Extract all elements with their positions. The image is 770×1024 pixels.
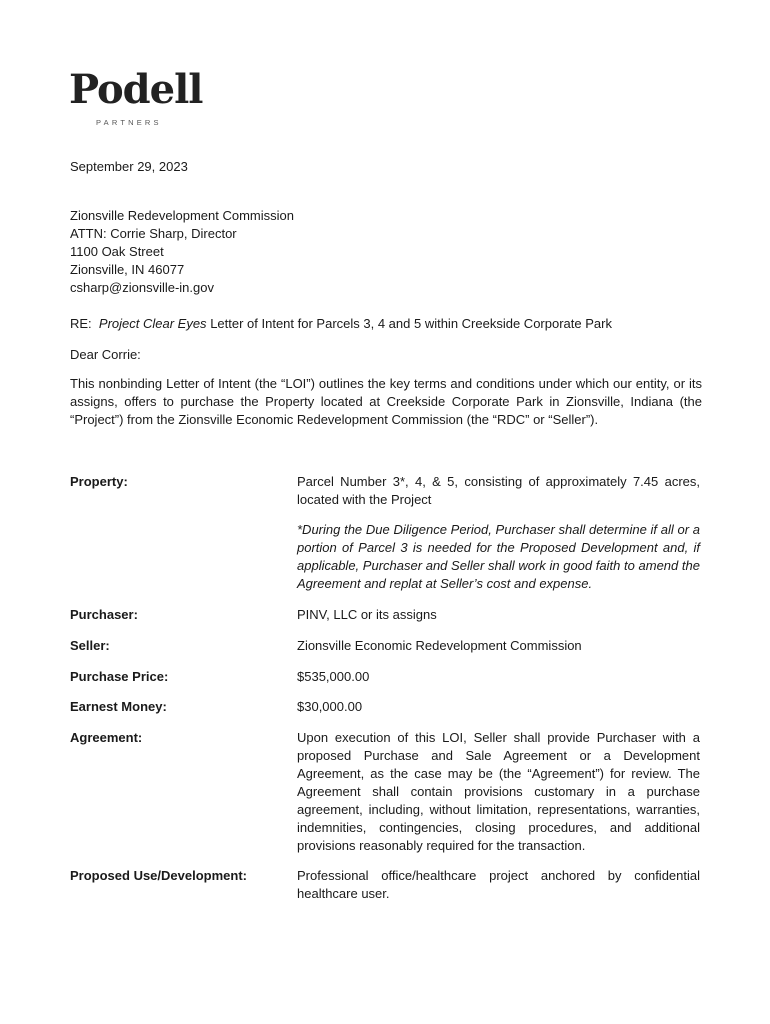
recipient-attn: ATTN: Corrie Sharp, Director (70, 226, 237, 241)
term-label: Purchaser: (70, 607, 138, 622)
company-logo (69, 66, 203, 132)
re-project-name: Project Clear Eyes (98, 316, 207, 331)
term-value (297, 473, 700, 593)
term-value: PINV, LLC or its assigns (297, 607, 437, 622)
re-prefix: RE: (70, 316, 92, 331)
term-footnote: *During the Due Diligence Period, Purchaser shall determine if all or a portion of Parcel 3 is needed for the Proposed Development and, if applicable, Purchaser and Seller shall work in good faith to amend the Agreement and replat at Seller’s cost and expense. (297, 522, 700, 591)
term-value-text: Parcel Number 3*, 4, & 5, consisting of approximately 7.45 acres, located with the Project (297, 474, 700, 507)
term-value: $535,000.00 (297, 669, 370, 684)
salutation: Dear Corrie: (70, 347, 141, 362)
recipient-address (70, 207, 702, 297)
recipient-street: 1100 Oak Street (70, 244, 164, 259)
logo-wordmark: Podell (69, 66, 203, 113)
term-value: Zionsville Economic Redevelopment Commission (297, 638, 582, 653)
term-label: Agreement: (70, 730, 143, 745)
letter-date: September 29, 2023 (70, 159, 188, 174)
recipient-org: Zionsville Redevelopment Commission (70, 208, 294, 223)
re-subject: Letter of Intent for Parcels 3, 4 and 5 within Creekside Corporate Park (210, 316, 612, 331)
logo-tagline: PARTNERS (96, 118, 162, 127)
term-value: Professional office/healthcare project anchored by confidential healthcare user. (297, 868, 700, 901)
re-line (70, 315, 702, 333)
recipient-city: Zionsville, IN 46077 (70, 262, 185, 277)
term-value: Upon execution of this LOI, Seller shall provide Purchaser with a proposed Purchase and Sale Agreement or a Development Agreement, as the case may be (the “Agreement”) for review. The Agreement shall contain provisions customary in a purchase agreement, including, without limitation, representations, warranties, indemnities, contingencies, closing procedures, and additional provisions reasonably required for the transaction. (297, 730, 700, 853)
recipient-email: csharp@zionsville-in.gov (70, 280, 214, 295)
term-label: Seller: (70, 638, 110, 653)
term-label: Proposed Use/Development: (70, 868, 247, 883)
term-label: Earnest Money: (70, 699, 167, 714)
intro-paragraph: This nonbinding Letter of Intent (the “LOI”) outlines the key terms and conditions under which our entity, or its assigns, offers to purchase the Property located at Creekside Corporate Park in Zionsville, Indiana (the “Project”) from the Zionsville Economic Redevelopment Commission (the “RDC” or “Seller”). (70, 376, 702, 427)
term-label: Property: (70, 474, 128, 489)
term-value: $30,000.00 (297, 699, 363, 714)
term-label: Purchase Price: (70, 669, 169, 684)
